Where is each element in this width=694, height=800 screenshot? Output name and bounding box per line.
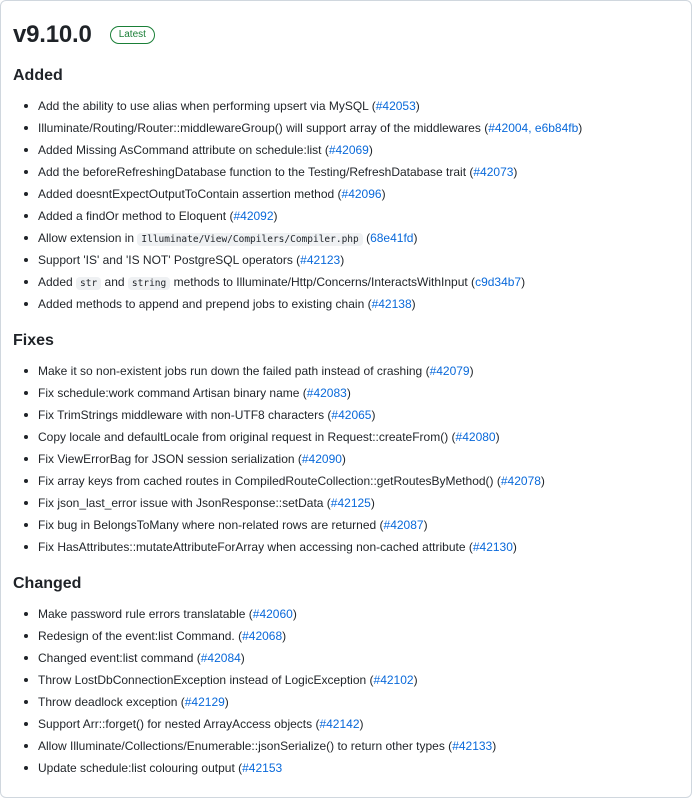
item-text: Redesign of the event:list Command. ( — [38, 629, 243, 643]
inline-code: string — [128, 277, 170, 290]
item-text: ) — [423, 518, 428, 532]
pr-link[interactable]: #42084 — [200, 651, 241, 665]
item-text: ) — [469, 364, 474, 378]
changelog-item — [13, 470, 679, 492]
changelog-item — [13, 183, 679, 205]
item-text: Make password rule errors translatable ( — [38, 607, 253, 621]
item-text: Copy locale and defaultLocale from original request in Request::createFrom() ( — [38, 430, 456, 444]
item-text: ( — [362, 231, 371, 245]
item-text: ) — [578, 121, 583, 135]
pr-link[interactable]: #42102 — [373, 673, 414, 687]
pr-link[interactable]: 68e41fd — [370, 231, 414, 245]
item-text: Throw LostDbConnectionException instead of LogicException ( — [38, 673, 374, 687]
item-text: ) — [413, 673, 418, 687]
item-text: and — [101, 275, 128, 289]
item-text: ) — [415, 99, 420, 113]
pr-link[interactable]: #42153 — [242, 761, 283, 775]
changelog-item — [13, 404, 679, 426]
pr-link[interactable]: #42065 — [331, 408, 372, 422]
item-text: Fix TrimStrings middleware with non-UTF8 characters ( — [38, 408, 332, 422]
changelog-item — [13, 382, 679, 404]
section-heading-changed: Changed — [13, 575, 82, 592]
item-text: ) — [224, 695, 229, 709]
list-fixes — [13, 360, 679, 558]
item-text: Added doesntExpectOutputToContain assertion method ( — [38, 187, 342, 201]
pr-link[interactable]: #42125 — [330, 496, 371, 510]
changelog-item — [13, 669, 679, 691]
pr-link[interactable]: #42096 — [341, 187, 382, 201]
pr-link[interactable]: #42060 — [252, 607, 293, 621]
item-text: Support Arr::forget() for nested ArrayAccess objects ( — [38, 717, 320, 731]
item-text: ) — [540, 474, 545, 488]
latest-badge: Latest — [110, 26, 155, 44]
item-text: ) — [371, 408, 376, 422]
changelog-item — [13, 735, 679, 757]
changelog-item — [13, 514, 679, 536]
inline-code: str — [76, 277, 101, 290]
item-text: Throw deadlock exception ( — [38, 695, 185, 709]
pr-link[interactable]: #42083 — [306, 386, 347, 400]
changelog-item — [13, 117, 679, 139]
changelog-item — [13, 426, 679, 448]
item-text: Add the ability to use alias when performing upsert via MySQL ( — [38, 99, 376, 113]
item-text: ) — [282, 629, 287, 643]
item-text: Allow Illuminate/Collections/Enumerable::jsonSerialize() to return other types ( — [38, 739, 453, 753]
pr-link[interactable]: #42092 — [233, 209, 274, 223]
item-text: Added — [38, 275, 77, 289]
pr-link[interactable]: #42079 — [429, 364, 470, 378]
changelog-item — [13, 713, 679, 735]
pr-link[interactable]: #42004, e6b84fb — [488, 121, 579, 135]
changelog-item — [13, 161, 679, 183]
item-text: Fix bug in BelongsToMany where non-related rows are returned ( — [38, 518, 384, 532]
pr-link[interactable]: #42090 — [301, 452, 342, 466]
item-text: Add the beforeRefreshingDatabase function to the Testing/RefreshDatabase trait ( — [38, 165, 474, 179]
changelog-item — [13, 691, 679, 713]
changelog-item — [13, 603, 679, 625]
release-header — [13, 1, 679, 67]
item-text: ) — [492, 739, 497, 753]
item-text: ) — [273, 209, 278, 223]
changelog-item — [13, 647, 679, 669]
changelog-item — [13, 293, 679, 315]
changelog-item — [13, 492, 679, 514]
item-text: ) — [340, 253, 345, 267]
item-text: ) — [411, 297, 416, 311]
item-text: Fix json_last_error issue with JsonResponse::setData ( — [38, 496, 331, 510]
item-text: ) — [495, 430, 500, 444]
pr-link[interactable]: #42142 — [319, 717, 360, 731]
changelog-item — [13, 360, 679, 382]
section-heading-added: Added — [13, 67, 63, 84]
pr-link[interactable]: #42068 — [242, 629, 283, 643]
pr-link[interactable]: #42078 — [500, 474, 541, 488]
pr-link[interactable]: #42069 — [328, 143, 369, 157]
release-version-title[interactable]: v9.10.0 — [13, 21, 92, 48]
item-text: ) — [359, 717, 364, 731]
item-text: ) — [240, 651, 245, 665]
item-text: Fix array keys from cached routes in CompiledRouteCollection::getRoutesByMethod() ( — [38, 474, 501, 488]
item-text: methods to Illuminate/Http/Concerns/InteractsWithInput ( — [170, 275, 476, 289]
pr-link[interactable]: #42138 — [371, 297, 412, 311]
item-text: Fix schedule:work command Artisan binary name ( — [38, 386, 307, 400]
section-heading-fixes: Fixes — [13, 332, 54, 349]
pr-link[interactable]: c9d34b7 — [475, 275, 522, 289]
item-text: Allow extension in — [38, 231, 138, 245]
item-text: ) — [368, 143, 373, 157]
changelog-item — [13, 95, 679, 117]
changelog-item — [13, 227, 679, 249]
changelog-item — [13, 536, 679, 558]
list-added — [13, 95, 679, 315]
item-text: ) — [413, 231, 418, 245]
pr-link[interactable]: #42053 — [375, 99, 416, 113]
item-text: ) — [370, 496, 375, 510]
item-text: Illuminate/Routing/Router::middlewareGroup() will support array of the middlewares ( — [38, 121, 489, 135]
item-text: ) — [381, 187, 386, 201]
item-text: Added Missing AsCommand attribute on schedule:list ( — [38, 143, 329, 157]
pr-link[interactable]: #42133 — [452, 739, 493, 753]
item-text: ) — [292, 607, 297, 621]
item-text: Make it so non-existent jobs run down the failed path instead of crashing ( — [38, 364, 430, 378]
changelog-item — [13, 448, 679, 470]
item-text: ) — [346, 386, 351, 400]
changelog-item — [13, 271, 679, 293]
changelog-item — [13, 205, 679, 227]
pr-link[interactable]: #42130 — [472, 540, 513, 554]
item-text: Fix HasAttributes::mutateAttributeForArray when accessing non-cached attribute ( — [38, 540, 473, 554]
changelog-item — [13, 139, 679, 161]
list-changed — [13, 603, 679, 779]
inline-code: Illuminate/View/Compilers/Compiler.php — [137, 233, 362, 246]
item-text: Fix ViewErrorBag for JSON session serialization ( — [38, 452, 302, 466]
pr-link[interactable]: #42123 — [300, 253, 341, 267]
changelog-item — [13, 757, 679, 779]
pr-link[interactable]: #42087 — [383, 518, 424, 532]
item-text: Support 'IS' and 'IS NOT' PostgreSQL operators ( — [38, 253, 301, 267]
item-text: ) — [513, 165, 518, 179]
item-text: Update schedule:list colouring output ( — [38, 761, 243, 775]
pr-link[interactable]: #42073 — [473, 165, 514, 179]
item-text: Changed event:list command ( — [38, 651, 201, 665]
changelog-item — [13, 625, 679, 647]
pr-link[interactable]: #42129 — [184, 695, 225, 709]
item-text: ) — [341, 452, 346, 466]
item-text: ) — [512, 540, 517, 554]
pr-link[interactable]: #42080 — [455, 430, 496, 444]
changelog-item — [13, 249, 679, 271]
item-text: ) — [521, 275, 526, 289]
item-text: Added a findOr method to Eloquent ( — [38, 209, 234, 223]
item-text: Added methods to append and prepend jobs to existing chain ( — [38, 297, 372, 311]
